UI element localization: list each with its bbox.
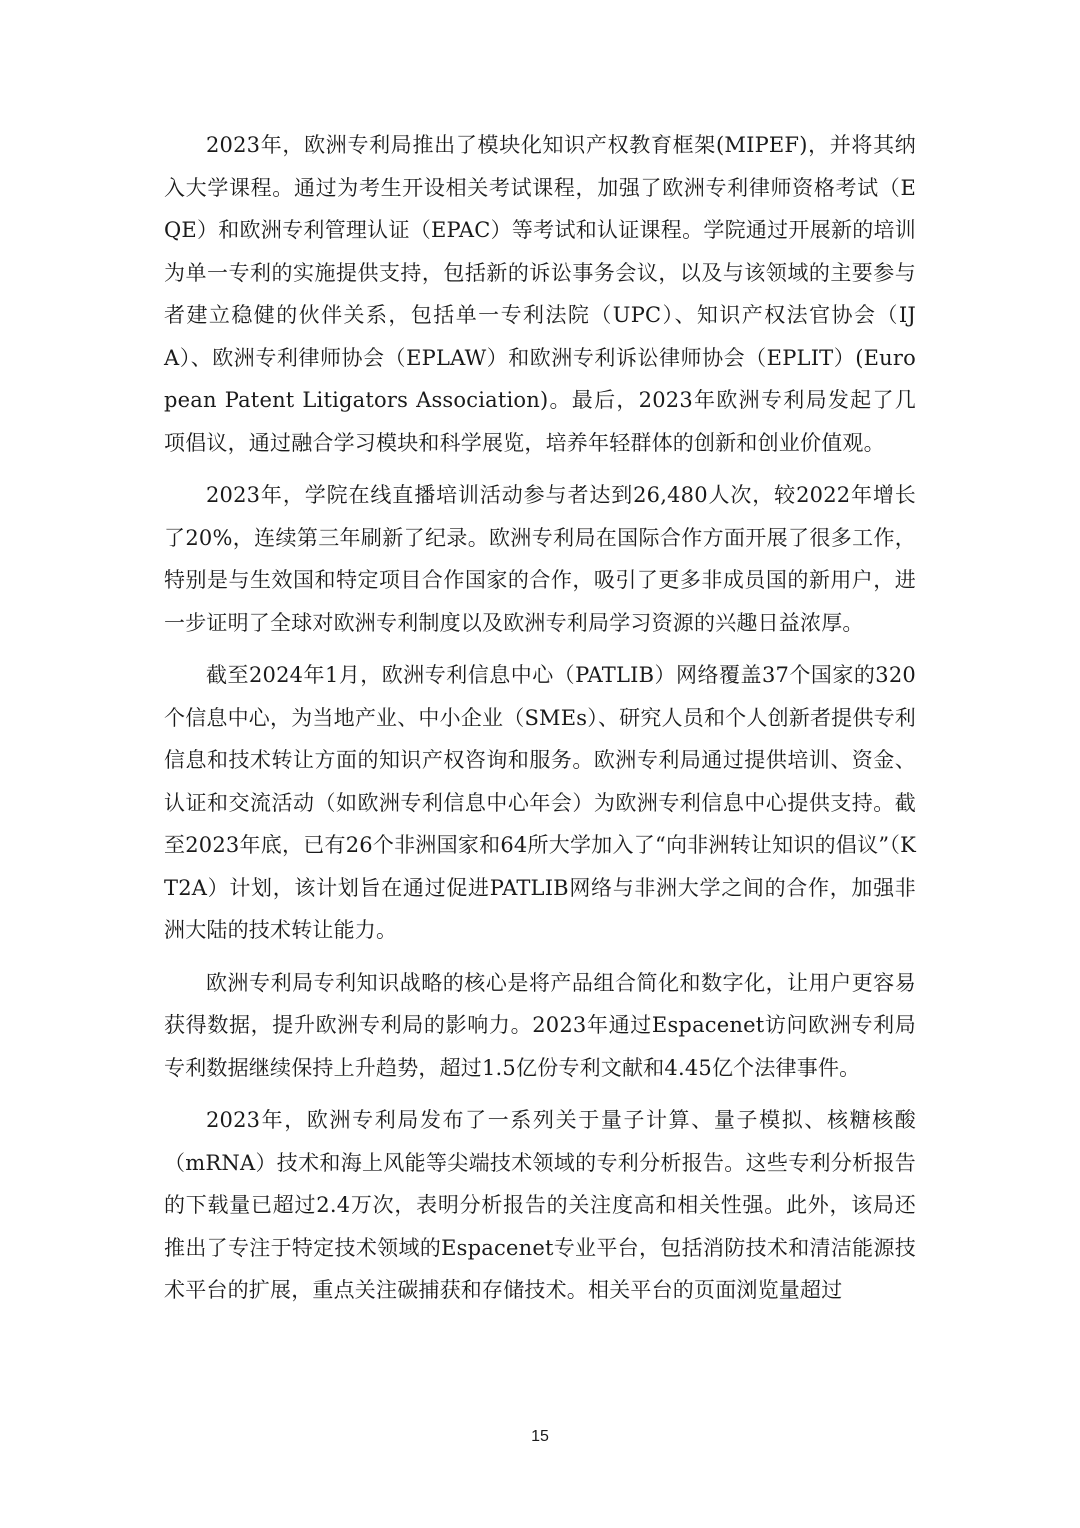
paragraph-online-training: 2023年，学院在线直播培训活动参与者达到26,480人次，较2022年增长了20%，连续第三年刷新了纪录。欧洲专利局在国际合作方面开展了很多工作，特别是与生效国和特定项目合作国家的合作，吸引了更多非成员国的新用户，进一步证明了全球对欧洲专利制度以及欧洲专利局学习资源的兴趣日益浓厚。 bbox=[164, 483, 916, 635]
page-number: 15 bbox=[531, 1428, 549, 1445]
paragraph-patlib: 截至2024年1月，欧洲专利信息中心（PATLIB）网络覆盖37个国家的320个信息中心，为当地产业、中小企业（SMEs）、研究人员和个人创新者提供专利信息和技术转让方面的知识产权咨询和服务。欧洲专利局通过提供培训、资金、认证和交流活动（如欧洲专利信息中心年会）为欧洲专利信息中心提供支持。截至2023年底，已有26个非洲国家和64所大学加入了“向非洲转让知识的倡议”（KT2A）计划，该计划旨在通过促进PATLIB网络与非洲大学之间的合作，加强非洲大陆的技术转让能力。 bbox=[164, 663, 916, 942]
paragraph-patent-reports: 2023年，欧洲专利局发布了一系列关于量子计算、量子模拟、核糖核酸（mRNA）技术和海上风能等尖端技术领域的专利分析报告。这些专利分析报告的下载量已超过2.4万次，表明分析报告的关注度高和相关性强。此外，该局还推出了专注于特定技术领域的Espacenet专业平台，包括消防技术和清洁能源技术平台的扩展，重点关注碳捕获和存储技术。相关平台的页面浏览量超过 bbox=[164, 1108, 916, 1302]
paragraph-mipef: 2023年，欧洲专利局推出了模块化知识产权教育框架(MIPEF)，并将其纳入大学课程。通过为考生开设相关考试课程，加强了欧洲专利律师资格考试（EQE）和欧洲专利管理认证（EPAC）等考试和认证课程。学院通过开展新的培训为单一专利的实施提供支持，包括新的诉讼事务会议，以及与该领域的主要参与者建立稳健的伙伴关系，包括单一专利法院（UPC）、知识产权法官协会（IJA）、欧洲专利律师协会（EPLAW）和欧洲专利诉讼律师协会（EPLIT）(European Patent Litigators Association)。最后，2023年欧洲专利局发起了几项倡议，通过融合学习模块和科学展览，培养年轻群体的创新和创业价值观。 bbox=[164, 133, 916, 455]
paragraph-espacenet: 欧洲专利局专利知识战略的核心是将产品组合简化和数字化，让用户更容易获得数据，提升欧洲专利局的影响力。2023年通过Espacenet访问欧洲专利局专利数据继续保持上升趋势，超过1.5亿份专利文献和4.45亿个法律事件。 bbox=[164, 970, 916, 1080]
body-text bbox=[164, 124, 916, 1312]
